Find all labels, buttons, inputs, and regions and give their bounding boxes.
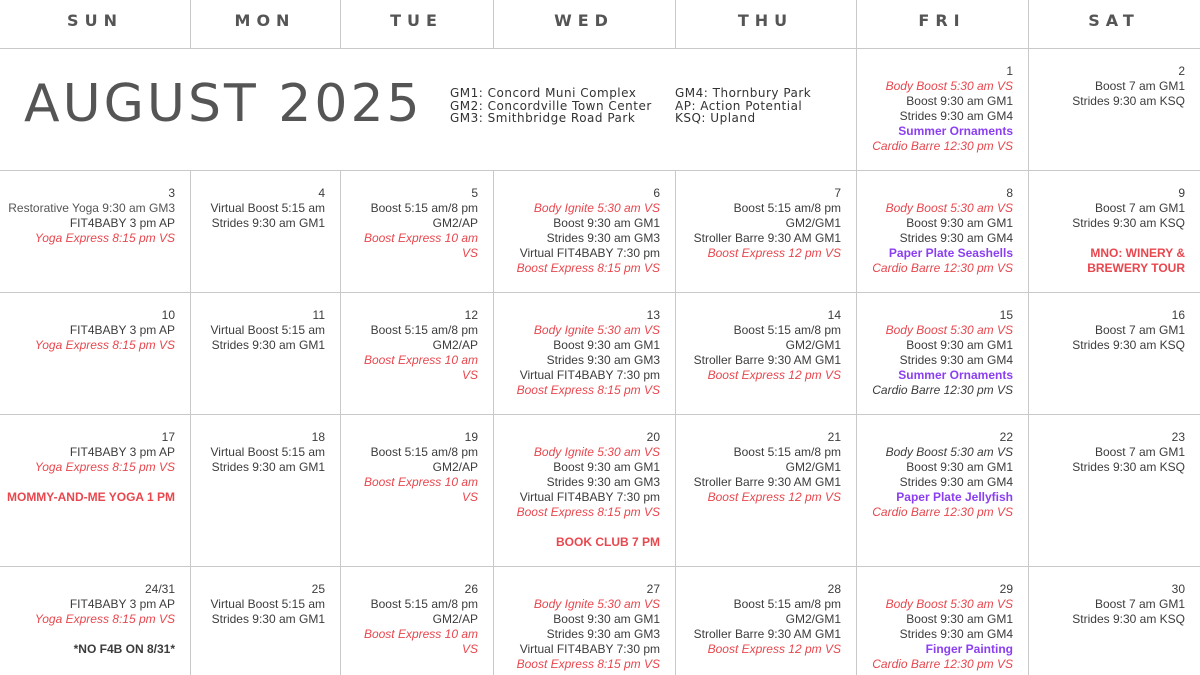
event-item: Boost 5:15 am/8 pm GM2/AP xyxy=(370,201,478,230)
event-item: Boost Express 8:15 pm VS xyxy=(516,505,660,519)
day-cell xyxy=(1029,49,1200,170)
day-number: 29 xyxy=(999,582,1013,596)
day-number: 5 xyxy=(471,186,478,200)
legend-entry: AP: Action Potential xyxy=(675,98,803,113)
event-item: Boost Express 10 am VS xyxy=(363,353,478,382)
event-item: Boost 7 am GM1 xyxy=(1094,201,1185,215)
event-item: Boost 5:15 am/8 pm GM2/AP xyxy=(370,323,478,352)
event-item: Strides 9:30 am KSQ xyxy=(1072,216,1185,230)
event-item: Boost 7 am GM1 xyxy=(1094,445,1185,459)
day-number: 19 xyxy=(464,430,478,444)
day-name-header: FRI xyxy=(918,10,966,30)
event-item: Cardio Barre 12:30 pm VS xyxy=(872,139,1013,153)
day-name-header: SAT xyxy=(1088,10,1140,30)
event-item: Boost 9:30 am GM1 xyxy=(553,216,660,230)
event-item: Strides 9:30 am GM1 xyxy=(211,338,325,352)
event-item: Boost Express 12 pm VS xyxy=(707,490,841,504)
day-number: 23 xyxy=(1171,430,1185,444)
event-item: Boost Express 8:15 pm VS xyxy=(516,261,660,275)
event-item: MOMMY-AND-ME YOGA 1 PM xyxy=(6,490,175,504)
event-item: Boost 5:15 am/8 pm GM2/AP xyxy=(370,597,478,626)
event-item: Strides 9:30 am KSQ xyxy=(1072,338,1185,352)
event-item: Stroller Barre 9:30 AM GM1 xyxy=(693,231,841,245)
location-legend-left xyxy=(450,87,652,125)
event-item: Strides 9:30 am GM4 xyxy=(899,475,1013,489)
event-item: Cardio Barre 12:30 pm VS xyxy=(872,505,1013,519)
day-number: 7 xyxy=(834,186,841,200)
day-name-header: THU xyxy=(737,10,794,30)
day-cell xyxy=(341,293,493,414)
event-item: Body Ignite 5:30 am VS xyxy=(533,201,660,215)
day-cell xyxy=(494,293,675,414)
day-number: 22 xyxy=(999,430,1013,444)
event-item: Cardio Barre 12:30 pm VS xyxy=(872,383,1013,397)
day-number: 21 xyxy=(827,430,841,444)
event-item: Strides 9:30 am GM3 xyxy=(546,475,660,489)
event-item: Virtual Boost 5:15 am xyxy=(210,597,325,611)
event-item: Strides 9:30 am GM1 xyxy=(211,216,325,230)
event-item: FIT4BABY 3 pm AP xyxy=(69,323,175,337)
day-cell xyxy=(494,171,675,292)
event-item: Paper Plate Seashells xyxy=(888,246,1013,260)
event-item: Boost 9:30 am GM1 xyxy=(553,612,660,626)
event-item: Boost 5:15 am/8 pm GM2/AP xyxy=(370,445,478,474)
day-number: 3 xyxy=(168,186,175,200)
day-number: 6 xyxy=(653,186,660,200)
legend-entry: GM1: Concord Muni Complex xyxy=(450,86,637,100)
day-number: 4 xyxy=(318,186,325,200)
event-item: Virtual Boost 5:15 am xyxy=(210,323,325,337)
day-number: 10 xyxy=(161,308,175,322)
event-item: Strides 9:30 am GM3 xyxy=(546,627,660,641)
event-item: Strides 9:30 am GM4 xyxy=(899,231,1013,245)
day-cell xyxy=(1,293,190,414)
event-item: FIT4BABY 3 pm AP xyxy=(69,445,175,459)
event-item: Boost Express 8:15 pm VS xyxy=(516,383,660,397)
event-item: Body Boost 5:30 am VS xyxy=(885,597,1013,611)
event-item: Boost 9:30 am GM1 xyxy=(553,460,660,474)
month-title: AUGUST 2025 xyxy=(24,74,423,134)
event-item: BOOK CLUB 7 PM xyxy=(555,535,660,549)
event-item: Boost 5:15 am/8 pm GM2/GM1 xyxy=(733,445,841,474)
event-item: Body Boost 5:30 am VS xyxy=(885,79,1013,93)
event-item: Boost Express 12 pm VS xyxy=(707,368,841,382)
event-item: Virtual FIT4BABY 7:30 pm xyxy=(519,368,660,382)
day-name-header: MON xyxy=(234,10,296,30)
event-item: Boost 9:30 am GM1 xyxy=(906,216,1013,230)
event-item: Cardio Barre 12:30 pm VS xyxy=(872,657,1013,671)
day-cell xyxy=(1,171,190,292)
day-name-header: TUE xyxy=(390,10,443,30)
event-item: Strides 9:30 am GM3 xyxy=(546,231,660,245)
day-number: 12 xyxy=(464,308,478,322)
day-cell xyxy=(494,415,675,566)
event-item: Virtual Boost 5:15 am xyxy=(210,201,325,215)
event-item: Boost 7 am GM1 xyxy=(1094,597,1185,611)
day-cell xyxy=(676,171,856,292)
event-item: Strides 9:30 am GM1 xyxy=(211,612,325,626)
day-number: 24/31 xyxy=(144,582,175,596)
location-legend-right xyxy=(675,87,811,125)
event-item: Boost 5:15 am/8 pm GM2/GM1 xyxy=(733,323,841,352)
day-number: 11 xyxy=(312,308,325,322)
day-cell xyxy=(191,415,340,566)
day-cell xyxy=(191,171,340,292)
day-cell xyxy=(857,415,1028,566)
event-item: Restorative Yoga 9:30 am GM3 xyxy=(8,201,175,215)
day-cell xyxy=(1029,567,1200,675)
event-item: Body Ignite 5:30 am VS xyxy=(533,597,660,611)
event-item: Strides 9:30 am KSQ xyxy=(1072,94,1185,108)
event-item: Boost 9:30 am GM1 xyxy=(906,460,1013,474)
legend-entry: KSQ: Upland xyxy=(675,111,756,125)
event-item: Body Ignite 5:30 am VS xyxy=(533,323,660,337)
legend-entry: GM3: Smithbridge Road Park xyxy=(450,111,636,125)
day-number: 30 xyxy=(1171,582,1185,596)
event-item: Strides 9:30 am GM4 xyxy=(899,353,1013,367)
day-number: 27 xyxy=(646,582,660,596)
event-item: Strides 9:30 am GM3 xyxy=(546,353,660,367)
day-cell xyxy=(676,415,856,566)
event-item: Body Boost 5:30 am VS xyxy=(885,323,1013,337)
day-cell xyxy=(191,293,340,414)
event-item: Virtual FIT4BABY 7:30 pm xyxy=(519,246,660,260)
day-number: 17 xyxy=(161,430,175,444)
day-cell xyxy=(857,293,1028,414)
event-item: Finger Painting xyxy=(925,642,1013,656)
event-item: Yoga Express 8:15 pm VS xyxy=(34,612,175,626)
event-item: Stroller Barre 9:30 AM GM1 xyxy=(693,353,841,367)
event-item: Boost Express 10 am VS xyxy=(363,231,478,260)
day-cell xyxy=(857,567,1028,675)
event-item: Boost Express 10 am VS xyxy=(363,627,478,656)
day-cell xyxy=(1029,293,1200,414)
event-item: Boost Express 12 pm VS xyxy=(707,642,841,656)
day-number: 28 xyxy=(827,582,841,596)
event-item: Boost 7 am GM1 xyxy=(1094,323,1185,337)
event-item: Body Ignite 5:30 am VS xyxy=(533,445,660,459)
day-cell xyxy=(1029,415,1200,566)
event-item: Body Boost 5:30 am VS xyxy=(885,201,1013,215)
event-item: Paper Plate Jellyfish xyxy=(896,490,1013,504)
day-cell xyxy=(494,567,675,675)
event-item: FIT4BABY 3 pm AP xyxy=(69,216,175,230)
event-item: Boost 9:30 am GM1 xyxy=(906,612,1013,626)
day-number: 9 xyxy=(1178,186,1185,200)
legend-entry: GM2: Concordville Town Center xyxy=(450,98,652,113)
day-cell xyxy=(341,415,493,566)
event-item: Boost Express 8:15 pm VS xyxy=(516,657,660,671)
event-item: Boost 5:15 am/8 pm GM2/GM1 xyxy=(733,201,841,230)
day-number: 20 xyxy=(646,430,660,444)
day-number: 1 xyxy=(1006,64,1013,78)
event-item: Yoga Express 8:15 pm VS xyxy=(34,231,175,245)
day-name-header: WED xyxy=(554,10,614,30)
day-cell xyxy=(341,567,493,675)
event-item: Virtual Boost 5:15 am xyxy=(210,445,325,459)
event-item: Boost Express 10 am VS xyxy=(363,475,478,504)
day-name-header: SUN xyxy=(67,10,123,30)
day-number: 18 xyxy=(311,430,325,444)
event-item: Boost Express 12 pm VS xyxy=(707,246,841,260)
day-number: 15 xyxy=(999,308,1013,322)
event-item: Stroller Barre 9:30 AM GM1 xyxy=(693,627,841,641)
day-number: 25 xyxy=(311,582,325,596)
event-item: Yoga Express 8:15 pm VS xyxy=(34,460,175,474)
event-item: Cardio Barre 12:30 pm VS xyxy=(872,261,1013,275)
day-number: 14 xyxy=(827,308,841,322)
event-item: Boost 9:30 am GM1 xyxy=(906,94,1013,108)
day-number: 2 xyxy=(1178,64,1185,78)
event-item: Boost 9:30 am GM1 xyxy=(906,338,1013,352)
event-item: Virtual FIT4BABY 7:30 pm xyxy=(519,490,660,504)
day-cell xyxy=(676,293,856,414)
day-cell xyxy=(191,567,340,675)
event-item: Boost 5:15 am/8 pm GM2/GM1 xyxy=(733,597,841,626)
event-item: *NO F4B ON 8/31* xyxy=(73,642,175,656)
event-item: Strides 9:30 am GM4 xyxy=(899,627,1013,641)
event-item: Stroller Barre 9:30 AM GM1 xyxy=(693,475,841,489)
day-number: 13 xyxy=(646,308,660,322)
event-item: Summer Ornaments xyxy=(898,368,1013,382)
event-item: FIT4BABY 3 pm AP xyxy=(69,597,175,611)
event-item: Boost 7 am GM1 xyxy=(1094,79,1185,93)
day-cell xyxy=(857,171,1028,292)
event-item: Strides 9:30 am GM1 xyxy=(211,460,325,474)
day-cell xyxy=(1,567,190,675)
day-number: 8 xyxy=(1006,186,1013,200)
day-cell xyxy=(1,415,190,566)
event-item: MNO: WINERY & BREWERY TOUR xyxy=(1087,246,1185,275)
event-item: Strides 9:30 am KSQ xyxy=(1072,612,1185,626)
event-item: Virtual FIT4BABY 7:30 pm xyxy=(519,642,660,656)
day-cell xyxy=(341,171,493,292)
day-number: 26 xyxy=(464,582,478,596)
day-number: 16 xyxy=(1171,308,1185,322)
event-item: Summer Ornaments xyxy=(898,124,1013,138)
event-item: Boost 9:30 am GM1 xyxy=(553,338,660,352)
day-cell xyxy=(1029,171,1200,292)
legend-entry: GM4: Thornbury Park xyxy=(675,86,812,100)
event-item: Body Boost 5:30 am VS xyxy=(885,445,1013,459)
day-cell xyxy=(676,567,856,675)
event-item: Strides 9:30 am GM4 xyxy=(899,109,1013,123)
event-item: Strides 9:30 am KSQ xyxy=(1072,460,1185,474)
day-cell xyxy=(857,49,1028,170)
event-item: Yoga Express 8:15 pm VS xyxy=(34,338,175,352)
